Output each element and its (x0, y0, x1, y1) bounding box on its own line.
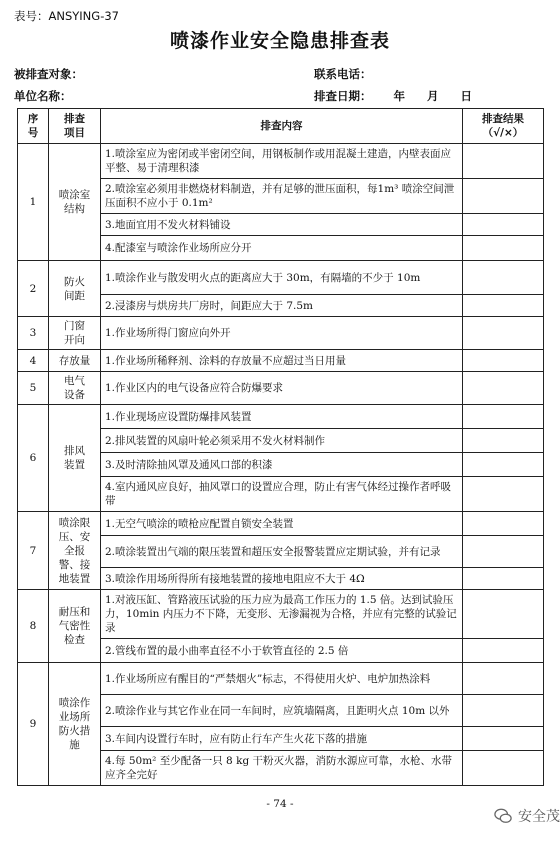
inspection-content: 2.喷涂室必须用非燃烧材料制造，并有足够的泄压面积，每1m³ 喷涂空间泄压面积不应小于 0.1m² (101, 179, 463, 214)
row-number: 1 (18, 144, 49, 261)
inspection-result-cell[interactable] (463, 372, 544, 405)
inspection-project: 防火 间距 (49, 261, 101, 317)
page-title: 喷漆作业安全隐患排查表 (169, 30, 390, 52)
inspection-result-cell[interactable] (463, 405, 544, 429)
inspection-content: 1.作业现场应设置防爆排风装置 (101, 405, 463, 429)
inspection-project: 喷涂限 压、安 全报 警、接 地装置 (49, 512, 101, 590)
inspection-content: 4.每 50m² 至少配备一只 8 kg 干粉灭火器，消防水源应可靠，水枪、水带应齐全完好 (101, 751, 463, 786)
inspection-project: 喷涂作 业场所 防火措 施 (49, 663, 101, 786)
inspection-content: 4.室内通风应良好，抽风罩口的设置应合理，防止有害气体经过操作者呼吸带 (101, 477, 463, 512)
column-header-result: 排查结果 （√/×） (463, 109, 544, 144)
column-header-project: 排查 项目 (49, 109, 101, 144)
inspection-result-cell[interactable] (463, 295, 544, 317)
inspection-date-label: 排查日期： (314, 89, 372, 103)
inspection-result-cell[interactable] (463, 453, 544, 477)
column-header-content: 排查内容 (101, 109, 463, 144)
table-row (18, 317, 544, 350)
inspection-result-cell[interactable] (463, 350, 544, 372)
inspection-project: 排风 装置 (49, 405, 101, 512)
page-number: - 74 - (266, 798, 294, 810)
inspection-content: 4.配漆室与喷涂作业场所应分开 (101, 236, 463, 261)
watermark-text: 安全茂 (518, 809, 560, 825)
column-header-no: 序 号 (18, 109, 49, 144)
inspection-result-cell[interactable] (463, 536, 544, 568)
table-row (18, 372, 544, 405)
inspection-result-cell[interactable] (463, 695, 544, 727)
table-row (18, 144, 544, 179)
inspection-result-cell[interactable] (463, 477, 544, 512)
inspection-content: 2.喷涂装置出气端的限压装置和超压安全报警装置应定期试验，并有记录 (101, 536, 463, 568)
inspection-result-cell[interactable] (463, 144, 544, 179)
inspection-result-cell[interactable] (463, 179, 544, 214)
inspection-result-cell[interactable] (463, 727, 544, 751)
table-row (18, 590, 544, 639)
inspection-content: 3.及时清除抽风罩及通风口部的积漆 (101, 453, 463, 477)
wechat-icon (494, 807, 512, 825)
inspection-result-cell[interactable] (463, 429, 544, 453)
row-number: 5 (18, 372, 49, 405)
table-row (18, 663, 544, 695)
row-number: 7 (18, 512, 49, 590)
table-body (18, 144, 544, 786)
date-month-label: 月 (427, 89, 439, 103)
row-number: 9 (18, 663, 49, 786)
inspection-result-cell[interactable] (463, 317, 544, 350)
inspection-content: 2.喷涂作业与其它作业在同一车间时，应筑墙隔离，且距明火点 10m 以外 (101, 695, 463, 727)
inspection-content: 1.作业场所得门窗应向外开 (101, 317, 463, 350)
inspection-result-cell[interactable] (463, 236, 544, 261)
inspection-content: 1.喷涂作业与散发明火点的距离应大于 30m，有隔墙的不少于 10m (101, 261, 463, 295)
inspection-result-cell[interactable] (463, 663, 544, 695)
inspection-project: 耐压和 气密性 检查 (49, 590, 101, 663)
form-code: 表号：ANSYING-37 (14, 9, 119, 23)
inspection-content: 1.对液压缸、管路液压试验的压力应为最高工作压力的 1.5 倍。达到试验压力，10min 内压力不下降，无变形、无渗漏视为合格，并应有完整的试验记录 (101, 590, 463, 639)
inspection-result-cell[interactable] (463, 639, 544, 663)
row-number: 8 (18, 590, 49, 663)
inspection-content: 1.喷涂室应为密闭或半密闭空间，用钢板制作或用混凝土建造，内壁表面应平整、易于清理积漆 (101, 144, 463, 179)
table-header-row (18, 109, 544, 144)
row-number: 2 (18, 261, 49, 317)
inspection-project: 电气 设备 (49, 372, 101, 405)
inspection-content: 1.作业区内的电气设备应符合防爆要求 (101, 372, 463, 405)
table-row (18, 512, 544, 536)
inspection-result-cell[interactable] (463, 590, 544, 639)
inspection-result-cell[interactable] (463, 214, 544, 236)
inspection-result-cell[interactable] (463, 751, 544, 786)
inspection-content: 2.浸漆房与烘房共厂房时，间距应大于 7.5m (101, 295, 463, 317)
table-row (18, 350, 544, 372)
unit-name-label: 单位名称： (14, 89, 72, 103)
row-number: 3 (18, 317, 49, 350)
inspection-result-cell[interactable] (463, 568, 544, 590)
inspection-content: 2.管线布置的最小曲率直径不小于软管直径的 2.5 倍 (101, 639, 463, 663)
watermark (494, 806, 560, 826)
inspected-object-label: 被排查对象： (14, 67, 83, 81)
inspection-content: 1.作业场所应有醒目的“严禁烟火”标志，不得使用火炉、电炉加热涂料 (101, 663, 463, 695)
row-number: 6 (18, 405, 49, 512)
inspection-project: 门窗 开向 (49, 317, 101, 350)
table-row (18, 405, 544, 429)
inspection-project: 喷涂室 结构 (49, 144, 101, 261)
inspection-table (17, 108, 544, 786)
inspection-result-cell[interactable] (463, 512, 544, 536)
inspection-date-row (314, 88, 472, 104)
contact-phone-label: 联系电话： (314, 67, 372, 81)
inspection-content: 3.地面宜用不发火材料铺设 (101, 214, 463, 236)
inspection-content: 1.作业场所稀释剂、涂料的存放量不应超过当日用量 (101, 350, 463, 372)
inspection-result-cell[interactable] (463, 261, 544, 295)
inspection-content: 2.排风装置的风扇叶轮必须采用不发火材料制作 (101, 429, 463, 453)
date-day-label: 日 (460, 89, 472, 103)
inspection-content: 3.车间内设置行车时，应有防止行车产生火花下落的措施 (101, 727, 463, 751)
date-year-label: 年 (393, 89, 405, 103)
table-row (18, 261, 544, 295)
row-number: 4 (18, 350, 49, 372)
inspection-content: 3.喷涂作用场所得所有接地装置的接地电阻应不大于 4Ω (101, 568, 463, 590)
inspection-project: 存放量 (49, 350, 101, 372)
inspection-content: 1.无空气喷涂的喷枪应配置自锁安全装置 (101, 512, 463, 536)
